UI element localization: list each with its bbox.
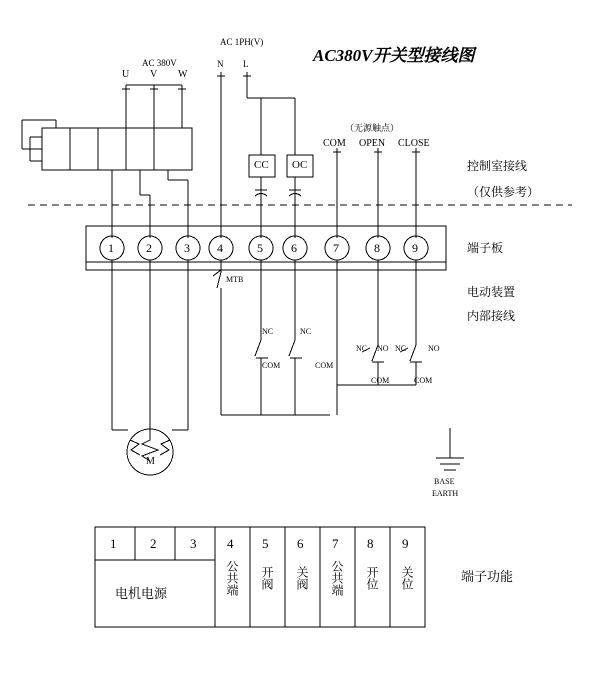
open-label: OPEN (359, 138, 386, 149)
cc-coil-label: CC (254, 159, 269, 171)
terminal-number-4[interactable]: 4 (217, 241, 223, 255)
func-number-9: 9 (402, 536, 409, 551)
contact-nc-5: NC (262, 327, 274, 336)
contact-com-9: COM (414, 376, 433, 385)
func-cell-4: 公共端 (225, 560, 239, 596)
terminal-number-8[interactable]: 8 (374, 241, 380, 255)
contact-no-9: NO (428, 344, 440, 353)
terminal-number-5[interactable]: 5 (257, 241, 263, 255)
contact-nc-8: NC (356, 344, 368, 353)
control-room-note-label: （仅供参考） (467, 185, 540, 199)
close-label: CLOSE (398, 138, 430, 149)
phase-v-label: V (150, 69, 158, 80)
internal-wiring-label-2: 内部接线 (467, 309, 516, 323)
mtb-label: MTB (226, 275, 244, 284)
contact-com-6: COM (315, 361, 334, 370)
terminal-number-3[interactable]: 3 (184, 241, 190, 255)
terminal-board-label: 端子板 (467, 241, 504, 255)
phase-w-label: W (178, 69, 188, 80)
base-earth-label-1: BASE (434, 477, 455, 486)
terminal-number-9[interactable]: 9 (412, 241, 418, 255)
contact-com-8: COM (371, 376, 390, 385)
com-label: COM (323, 138, 346, 149)
func-number-5: 5 (262, 536, 269, 551)
line-label: L (243, 59, 249, 69)
dry-contact-note: （无源触点） (345, 123, 400, 133)
func-number-8: 8 (367, 536, 374, 551)
contact-no-8: NO (377, 344, 389, 353)
func-number-6: 6 (297, 536, 304, 551)
func-number-4: 4 (227, 536, 234, 551)
func-number-1: 1 (110, 536, 117, 551)
func-number-3: 3 (190, 536, 197, 551)
phase-u-label: U (122, 69, 130, 80)
func-number-7: 7 (332, 536, 339, 551)
base-earth-label-2: EARTH (432, 489, 459, 498)
terminal-number-6[interactable]: 6 (291, 241, 297, 255)
neutral-label: N (217, 59, 224, 69)
terminal-number-2[interactable]: 2 (146, 241, 152, 255)
contact-com-5: COM (262, 361, 281, 370)
func-cell-8: 开位 (365, 566, 379, 590)
func-cell-7: 公共端 (330, 560, 344, 596)
motor-power-cell: 电机电源 (115, 586, 168, 601)
page-title: AC380V开关型接线图 (313, 46, 475, 65)
func-cell-9: 关位 (400, 566, 414, 590)
ac380v-label: AC 380V (142, 58, 177, 68)
func-cell-5: 开阀 (260, 566, 274, 590)
func-number-2: 2 (150, 536, 157, 551)
contact-nc-6: NC (300, 327, 312, 336)
terminal-number-1[interactable]: 1 (108, 241, 114, 255)
motor-label: M (146, 456, 155, 467)
func-cell-6: 关阀 (295, 566, 309, 590)
ac1ph-label: AC 1PH(V) (220, 37, 264, 47)
control-room-wiring-label: 控制室接线 (467, 159, 528, 173)
contact-nc-9: NC (395, 344, 407, 353)
terminal-number-7[interactable]: 7 (333, 241, 339, 255)
oc-coil-label: OC (292, 159, 308, 171)
terminal-function-label: 端子功能 (461, 569, 514, 584)
internal-wiring-label-1: 电动装置 (467, 285, 516, 299)
